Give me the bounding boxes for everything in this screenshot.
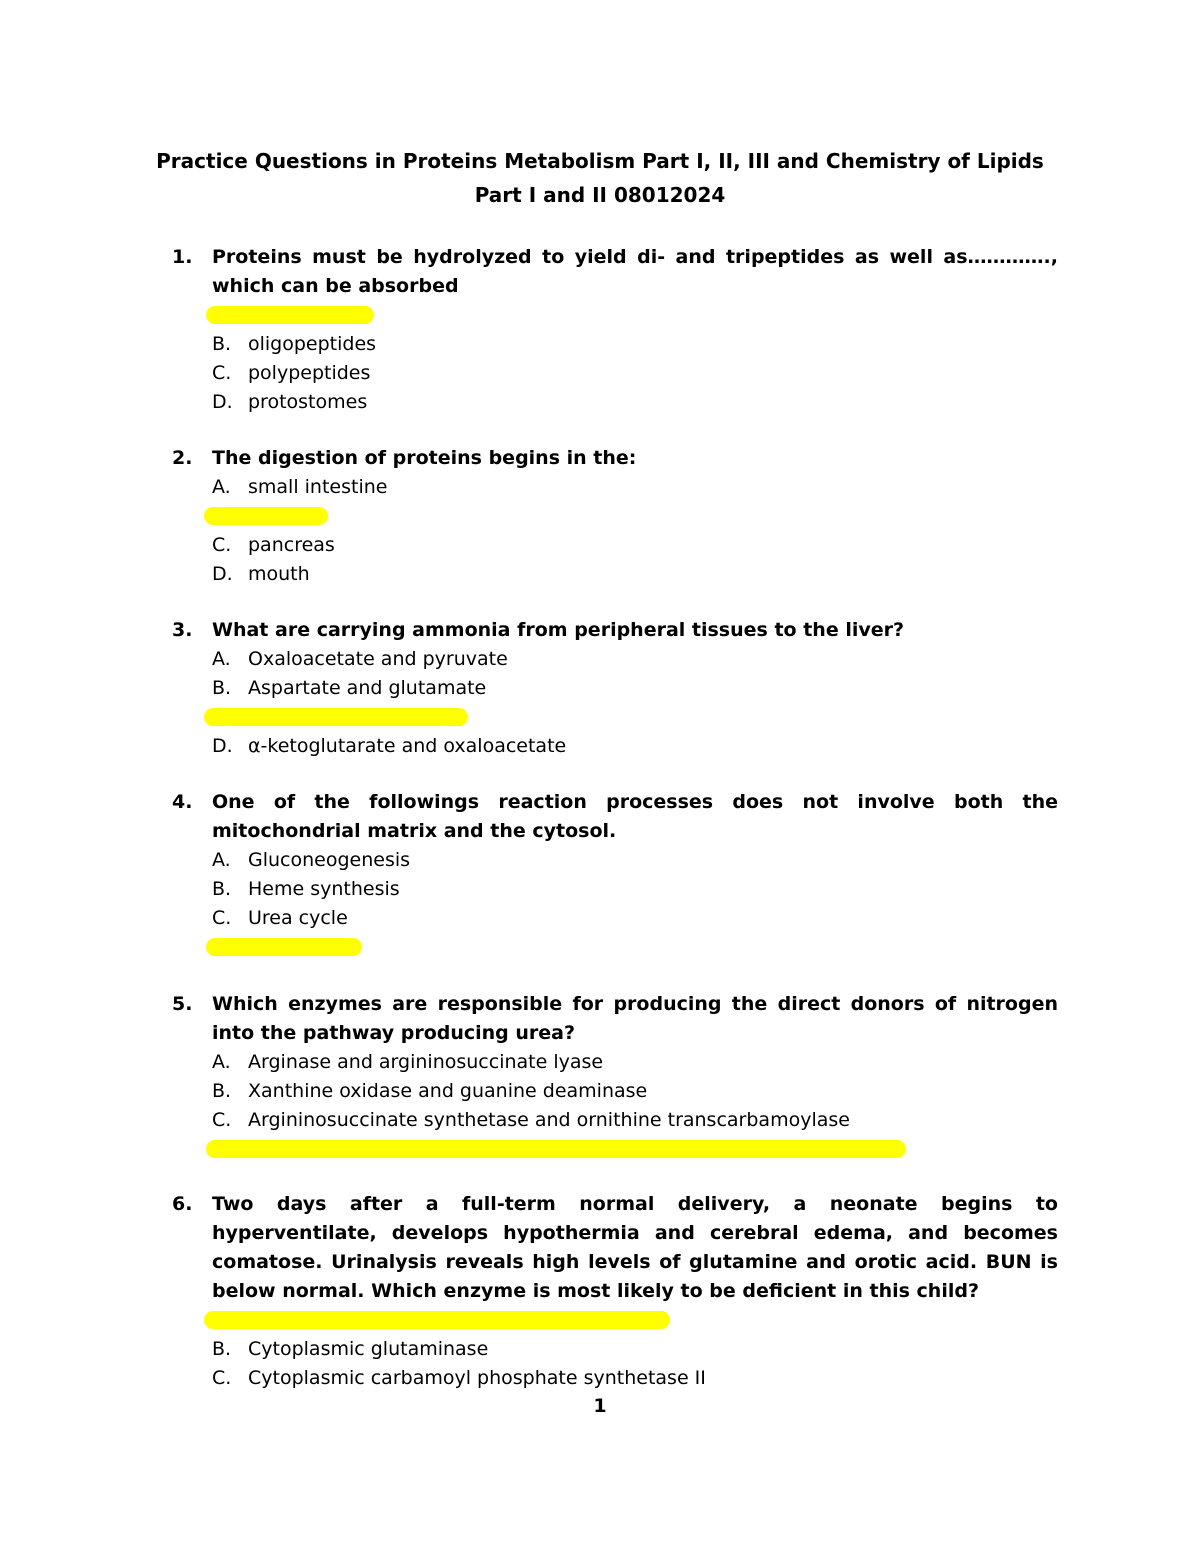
question-text: One of the followings reaction processes does not involve both the mitochondrial matrix and the cytosol. [212,791,1058,842]
question-number: 3. [172,619,193,641]
option-letter: B. [212,677,232,699]
option-letter: A. [212,476,231,498]
option-text: Cytoplasmic glutaminase [248,1338,489,1360]
option-b[interactable] [212,330,1058,359]
question-number: 4. [172,791,193,813]
question-5 [172,990,1058,1164]
option-text: Gluconeogenesis [248,849,411,871]
option-c-answer[interactable] [212,703,1058,732]
option-letter: D. [212,735,233,757]
option-letter: B. [212,878,232,900]
question-text: What are carrying ammonia from peripheral tissues to the liver? [212,619,905,641]
option-a[interactable] [212,473,1058,502]
option-text: Arginase and argininosuccinate lyase [248,1051,604,1073]
option-a[interactable] [212,645,1058,674]
answer-highlight [206,938,362,956]
question-number: 1. [172,246,193,268]
option-d[interactable] [212,560,1058,589]
option-a[interactable] [212,1048,1058,1077]
question-1 [172,243,1058,417]
option-letter: D. [212,563,233,585]
option-a[interactable] [212,846,1058,875]
option-letter: C. [212,1109,232,1131]
option-letter: B. [212,1080,232,1102]
option-c[interactable] [212,1364,1058,1393]
option-list [172,1048,1058,1164]
option-list [172,473,1058,589]
option-letter: A. [212,1051,231,1073]
option-letter: B. [212,1338,232,1360]
option-letter: C. [212,907,232,929]
option-d[interactable] [212,732,1058,761]
option-a-answer[interactable] [212,1306,1058,1335]
question-6 [172,1190,1058,1393]
option-c[interactable] [212,359,1058,388]
option-d-answer[interactable] [212,1135,1058,1164]
question-3 [172,616,1058,761]
option-text: Oxaloacetate and pyruvate [248,648,508,670]
option-text: Cytoplasmic carbamoyl phosphate synthetase II [248,1367,706,1389]
option-letter: D. [212,391,233,413]
option-text: oligopeptides [248,333,377,355]
option-b[interactable] [212,674,1058,703]
option-b[interactable] [212,875,1058,904]
question-text: The digestion of proteins begins in the: [212,447,637,469]
option-text: Xanthine oxidase and guanine deaminase [248,1080,648,1102]
option-a-answer[interactable] [212,301,1058,330]
option-text: Argininosuccinate synthetase and ornithine transcarbamoylase [248,1109,850,1131]
option-text: Urea cycle [248,907,348,929]
option-text: Heme synthesis [248,878,400,900]
title-line-1: Practice Questions in Proteins Metabolism Part I, II, III and Chemistry of Lipids [156,149,1044,173]
option-list [172,645,1058,761]
option-list [172,1306,1058,1393]
answer-highlight [204,1311,670,1329]
question-text: Two days after a full-term normal delivery, a neonate begins to hyperventilate, develops hypothermia and cerebral edema, and becomes comatose. Urinalysis reveals high levels of glutamine and orotic acid. BUN is below normal. Which enzyme is most likely to be deficient in this child? [212,1193,1058,1302]
option-list [172,846,1058,962]
option-text: mouth [248,563,310,585]
option-letter: B. [212,333,232,355]
question-2 [172,444,1058,589]
title-line-2: Part I and II 08012024 [474,183,726,207]
option-text: protostomes [248,391,368,413]
option-letter: C. [212,362,232,384]
option-b-answer[interactable] [212,502,1058,531]
option-c[interactable] [212,1106,1058,1135]
option-letter: A. [212,648,231,670]
option-text: Aspartate and glutamate [248,677,487,699]
option-c[interactable] [212,531,1058,560]
option-text: polypeptides [248,362,371,384]
question-text: Which enzymes are responsible for producing the direct donors of nitrogen into the pathway producing urea? [212,993,1058,1044]
option-b[interactable] [212,1077,1058,1106]
question-number: 6. [172,1193,193,1215]
answer-highlight [206,1140,906,1158]
document-title [140,144,1060,212]
option-text: pancreas [248,534,335,556]
option-d[interactable] [212,388,1058,417]
page-number: 1 [593,1395,607,1417]
question-number: 5. [172,993,193,1015]
answer-highlight [204,708,468,726]
option-letter: C. [212,1367,232,1389]
option-letter: C. [212,534,232,556]
option-text: small intestine [248,476,388,498]
answer-highlight [206,306,374,324]
question-number: 2. [172,447,193,469]
option-b[interactable] [212,1335,1058,1364]
question-4 [172,788,1058,962]
option-d-answer[interactable] [212,933,1058,962]
answer-highlight [204,507,328,525]
option-list [172,301,1058,417]
option-letter: A. [212,849,231,871]
option-text: α-ketoglutarate and oxaloacetate [248,735,567,757]
question-text: Proteins must be hydrolyzed to yield di- and tripeptides as well as…………., which can be absorbed [212,246,1058,297]
option-c[interactable] [212,904,1058,933]
